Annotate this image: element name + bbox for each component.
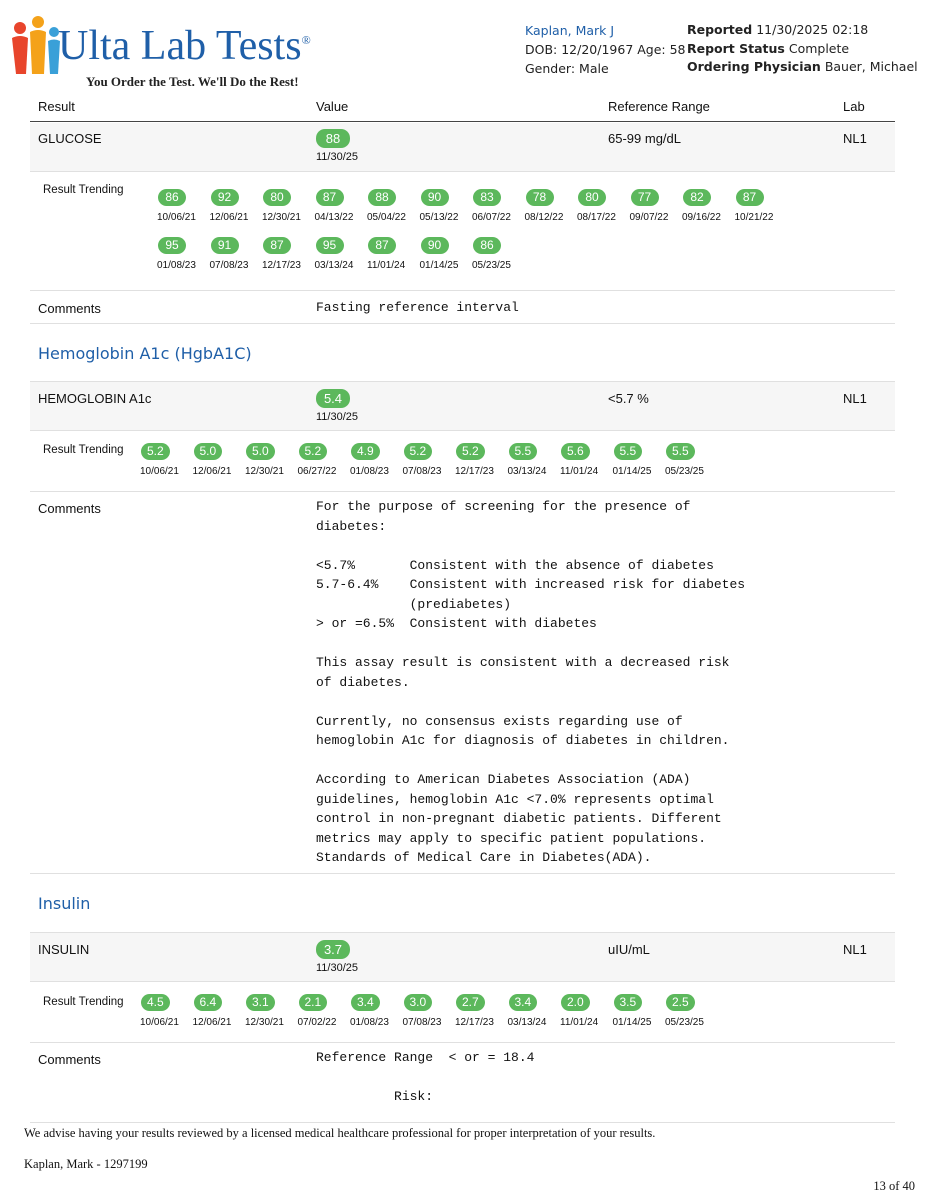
hba1c-trend-value: 5.0 [194,443,223,460]
glucose-trend-date: 08/12/22 [524,212,564,223]
insulin-trend-value: 3.1 [246,994,275,1011]
insulin-trend-date: 12/30/21 [245,1017,284,1028]
glucose-trend-date: 05/13/22 [419,212,459,223]
glucose-trend-value: 92 [211,189,239,206]
hba1c-trend-value: 5.0 [246,443,275,460]
insulin-trend-label: Result Trending [43,996,124,1008]
hba1c-name: HEMOGLOBIN A1c [38,391,152,406]
footer-advice: We advise having your results reviewed by a licensed medical healthcare professional for proper interpretation of your results. [24,1126,656,1140]
patient-name: Kaplan, Mark J [525,23,615,38]
hba1c-date: 11/30/25 [316,411,359,423]
hba1c-trend-date: 01/14/25 [612,466,652,477]
insulin-date: 11/30/25 [316,962,359,974]
results-table-header [30,93,895,122]
glucose-trend-value: 82 [683,189,711,206]
glucose-trend-date: 10/21/22 [734,212,774,223]
insulin-name: INSULIN [38,942,90,957]
ordering-physician-line: Ordering Physician Bauer, Michael [687,59,918,74]
hba1c-comments-label: Comments [38,501,101,516]
glucose-trend-value: 87 [368,237,396,254]
hba1c-comments: For the purpose of screening for the presence of diabetes: <5.7% Consistent with the absence of diabetes 5.7-6.4% Consistent with increased risk for diabetes (prediabetes) > or =6.5% Consistent with diabetes This assay result is consistent with a decreased risk of diabetes. Currently, no consensus exists regarding use of hemoglobin A1c for diagnosis of diabetes in children. According to American Diabetes Association (ADA) guidelines, hemoglobin A1c <7.0% represents optimal control in non-pregnant diabetic patients. Different metrics may apply to specific patient populations. Standards of Medical Care in Diabetes(ADA). [316,499,746,865]
glucose-value-badge: 88 [316,129,350,148]
patient-dob-age: DOB: 12/20/1967 Age: 58 [525,42,686,57]
hba1c-trend-label: Result Trending [43,444,124,456]
insulin-trend-value: 2.0 [561,994,590,1011]
insulin-trend-value: 3.4 [509,994,538,1011]
hba1c-trend-date: 03/13/24 [507,466,547,477]
hba1c-trend-value: 5.5 [614,443,643,460]
glucose-reference: 65-99 mg/dL [608,131,681,146]
glucose-trend-value: 80 [578,189,606,206]
footer-patient-id: Kaplan, Mark - 1297199 [24,1157,148,1171]
insulin-value-badge: 3.7 [316,940,350,959]
glucose-trend-date: 03/13/24 [314,260,354,271]
brand-tagline: You Order the Test. We'll Do the Rest! [86,74,299,89]
insulin-trend-date: 12/06/21 [192,1017,232,1028]
hba1c-section-title: Hemoglobin A1c (HgbA1C) [38,344,252,363]
insulin-row [30,933,895,981]
glucose-trend-date: 04/13/22 [314,212,354,223]
patient-info [525,21,686,78]
brand-name: Ulta Lab Tests® [58,23,311,69]
glucose-trend-value: 91 [211,237,239,254]
insulin-trend-date: 12/17/23 [455,1017,494,1028]
hba1c-trend-date: 12/17/23 [455,466,494,477]
hba1c-row [30,382,895,430]
glucose-trend-value: 95 [158,237,186,254]
glucose-trend-value: 87 [736,189,764,206]
glucose-trend-date: 01/08/23 [157,260,196,271]
glucose-date: 11/30/25 [316,151,359,163]
patient-gender: Gender: Male [525,61,609,76]
hba1c-value-badge: 5.4 [316,389,350,408]
glucose-trend-value: 87 [316,189,344,206]
glucose-trend-value: 80 [263,189,291,206]
col-reference: Reference Range [608,99,710,114]
glucose-trend-value: 90 [421,237,449,254]
insulin-trend-value: 6.4 [194,994,223,1011]
insulin-trend-date: 07/08/23 [402,1017,442,1028]
insulin-trend-date: 01/14/25 [612,1017,652,1028]
glucose-trend-label: Result Trending [43,184,124,196]
insulin-trend-value: 2.7 [456,994,485,1011]
report-status-line: Report Status Complete [687,40,850,56]
insulin-trend-value: 3.0 [404,994,433,1011]
glucose-trend-date: 09/07/22 [629,212,669,223]
insulin-comments-label: Comments [38,1052,101,1067]
glucose-trend-date: 01/14/25 [419,260,459,271]
insulin-reference: uIU/mL [608,942,650,957]
glucose-trend-value: 86 [473,237,501,254]
report-info [687,21,918,77]
insulin-trend-value: 3.4 [351,994,380,1011]
hba1c-trend-date: 12/06/21 [192,466,232,477]
hba1c-trend-value: 5.6 [561,443,590,460]
glucose-trend-date: 10/06/21 [157,212,196,223]
hba1c-trend-date: 12/30/21 [245,466,284,477]
glucose-trend-value: 95 [316,237,344,254]
glucose-trend-date: 12/06/21 [209,212,249,223]
glucose-name: GLUCOSE [38,131,102,146]
hba1c-trend-value: 5.2 [141,443,170,460]
glucose-trend-date: 12/17/23 [262,260,301,271]
hba1c-trend-date: 10/06/21 [140,466,179,477]
glucose-trend-value: 88 [368,189,396,206]
col-result: Result [38,99,75,114]
insulin-trend-date: 07/02/22 [297,1017,337,1028]
col-lab: Lab [843,99,865,114]
insulin-trend-value: 3.5 [614,994,643,1011]
reported-line: Reported 11/30/2025 02:18 [687,22,869,37]
hba1c-trend-value: 5.2 [299,443,328,460]
page-number: 13 of 40 [873,1179,915,1193]
glucose-trend-date: 05/04/22 [367,212,406,223]
glucose-trend-value: 83 [473,189,501,206]
glucose-trend-date: 12/30/21 [262,212,301,223]
insulin-trend-date: 03/13/24 [507,1017,547,1028]
hba1c-trend-date: 01/08/23 [350,466,389,477]
hba1c-trend-date: 06/27/22 [297,466,337,477]
hba1c-trend-date: 07/08/23 [402,466,442,477]
insulin-trend-value: 2.5 [666,994,695,1011]
glucose-trend-date: 06/07/22 [472,212,511,223]
glucose-trend-date: 09/16/22 [682,212,721,223]
insulin-trend-value: 4.5 [141,994,170,1011]
glucose-trend-value: 77 [631,189,659,206]
hba1c-reference: <5.7 % [608,391,649,406]
hba1c-trend-value: 4.9 [351,443,380,460]
glucose-trend-value: 90 [421,189,449,206]
insulin-section-title: Insulin [38,894,91,913]
glucose-trend-value: 87 [263,237,291,254]
insulin-trend-date: 10/06/21 [140,1017,179,1028]
col-value: Value [316,99,349,114]
glucose-trend-date: 05/23/25 [472,260,511,271]
glucose-trend-value: 86 [158,189,186,206]
glucose-trend-date: 07/08/23 [209,260,249,271]
hba1c-lab: NL1 [843,391,867,406]
glucose-comments: Fasting reference interval [316,300,519,315]
hba1c-trend-date: 11/01/24 [560,466,599,477]
insulin-trend-date: 05/23/25 [665,1017,704,1028]
glucose-comments-label: Comments [38,301,101,316]
glucose-trend-value: 78 [526,189,554,206]
hba1c-trend-value: 5.2 [404,443,433,460]
glucose-row [30,123,895,171]
brand-logo [8,12,338,89]
hba1c-trend-value: 5.5 [509,443,538,460]
glucose-trend-date: 08/17/22 [577,212,616,223]
hba1c-trend-value: 5.5 [666,443,695,460]
insulin-trend-date: 11/01/24 [560,1017,599,1028]
glucose-trend-date: 11/01/24 [367,260,406,271]
hba1c-trend-value: 5.2 [456,443,485,460]
insulin-comments: Reference Range < or = 18.4 Risk: [316,1050,535,1104]
insulin-lab: NL1 [843,942,867,957]
hba1c-trend-date: 05/23/25 [665,466,704,477]
glucose-lab: NL1 [843,131,867,146]
insulin-trend-date: 01/08/23 [350,1017,389,1028]
insulin-trend-value: 2.1 [299,994,328,1011]
